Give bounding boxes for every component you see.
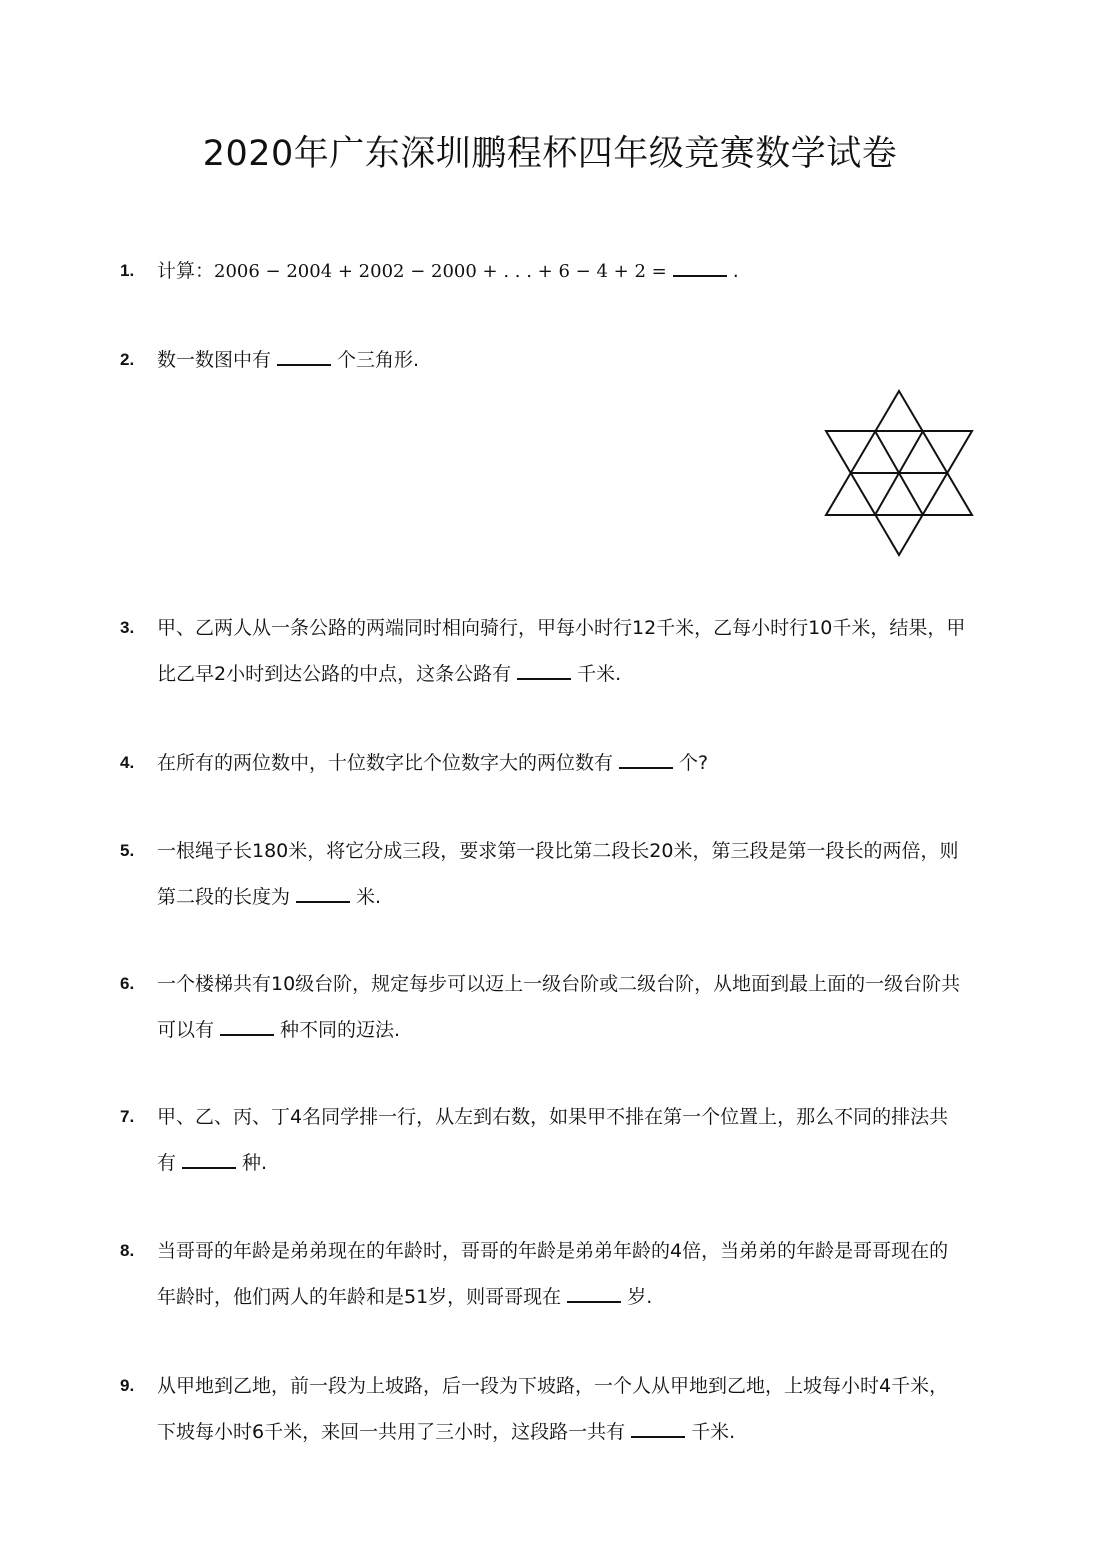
question-text <box>157 248 739 295</box>
question-text-line-2 <box>157 651 621 697</box>
answer-blank[interactable] <box>182 1147 236 1169</box>
question-number: 5. <box>120 841 135 860</box>
question-text-line-1: 甲、乙、丙、丁4名同学排一行，从左到右数，如果甲不排在第一个位置上，那么不同的排法共 <box>157 1106 949 1128</box>
question-tail: . <box>732 260 739 282</box>
question-text-before: 年龄时，他们两人的年龄和是51岁，则哥哥现在 <box>157 1286 562 1308</box>
question-text-before: 下坡每小时6千米，来回一共用了三小时，这段路一共有 <box>157 1421 626 1443</box>
question-text-line-1: 一个楼梯共有10级台阶，规定每步可以迈上一级台阶或二级台阶，从地面到最上面的一级台阶共 <box>157 973 961 995</box>
answer-blank[interactable] <box>631 1416 685 1438</box>
question-text-before: 在所有的两位数中，十位数字比个位数字大的两位数有 <box>157 752 614 774</box>
question-text-after: 岁. <box>627 1286 653 1308</box>
question-number: 6. <box>120 974 135 993</box>
question-prompt: 计算： <box>157 260 215 282</box>
question-text-line-1: 当哥哥的年龄是弟弟现在的年龄时，哥哥的年龄是弟弟年龄的4倍，当弟弟的年龄是哥哥现在的 <box>157 1240 949 1262</box>
question-number: 8. <box>120 1241 135 1260</box>
answer-blank[interactable] <box>517 658 571 680</box>
question-text-after: 种. <box>242 1152 268 1174</box>
question-text-before: 比乙早2小时到达公路的中点，这条公路有 <box>157 663 512 685</box>
question-text-line-1: 从甲地到乙地，前一段为上坡路，后一段为下坡路，一个人从甲地到乙地，上坡每小时4千米， <box>157 1375 949 1397</box>
question-text-line-2 <box>157 1409 735 1455</box>
question-text-before: 数一数图中有 <box>157 349 272 371</box>
question-text <box>157 740 708 786</box>
upward-triangle <box>826 391 972 515</box>
question-number: 4. <box>120 753 135 772</box>
answer-blank[interactable] <box>619 747 673 769</box>
question-text-line-2 <box>157 1274 652 1320</box>
question-text-after: 米. <box>356 886 382 908</box>
question-number: 2. <box>120 350 135 369</box>
question-text-line-2 <box>157 1140 267 1186</box>
question-text-line-2 <box>157 1007 400 1053</box>
question-text-after: 千米. <box>691 1421 736 1443</box>
question-number: 7. <box>120 1107 135 1126</box>
question-text-before: 第二段的长度为 <box>157 886 291 908</box>
question-text-after: 千米. <box>577 663 622 685</box>
question-text-after: 个三角形. <box>337 349 420 371</box>
math-expression: 2006 − 2004 + 2002 − 2000 + . . . + 6 − 4 + 2 = <box>214 261 667 282</box>
question-text <box>157 337 419 383</box>
answer-blank[interactable] <box>296 881 350 903</box>
question-text-after: 种不同的迈法. <box>280 1019 401 1041</box>
question-text-line-1: 甲、乙两人从一条公路的两端同时相向骑行，甲每小时行12千米，乙每小时行10千米，结果，甲 <box>157 617 966 639</box>
question-number: 3. <box>120 618 135 637</box>
question-text-line-2 <box>157 874 381 920</box>
downward-triangle <box>826 431 972 555</box>
question-number: 9. <box>120 1376 135 1395</box>
page-title: 2020年广东深圳鹏程杯四年级竞赛数学试卷 <box>202 134 898 174</box>
answer-blank[interactable] <box>220 1014 274 1036</box>
answer-blank[interactable] <box>277 344 331 366</box>
question-text-before: 可以有 <box>157 1019 215 1041</box>
question-text-line-1: 一根绳子长180米，将它分成三段，要求第一段比第二段长20米，第三段是第一段长的两倍，则 <box>157 840 959 862</box>
question-text-before: 有 <box>157 1152 177 1174</box>
question-text-after: 个? <box>679 752 709 774</box>
question-number: 1. <box>120 261 135 280</box>
answer-blank[interactable] <box>567 1281 621 1303</box>
answer-blank[interactable] <box>673 255 727 277</box>
star-triangle-figure <box>824 388 974 558</box>
